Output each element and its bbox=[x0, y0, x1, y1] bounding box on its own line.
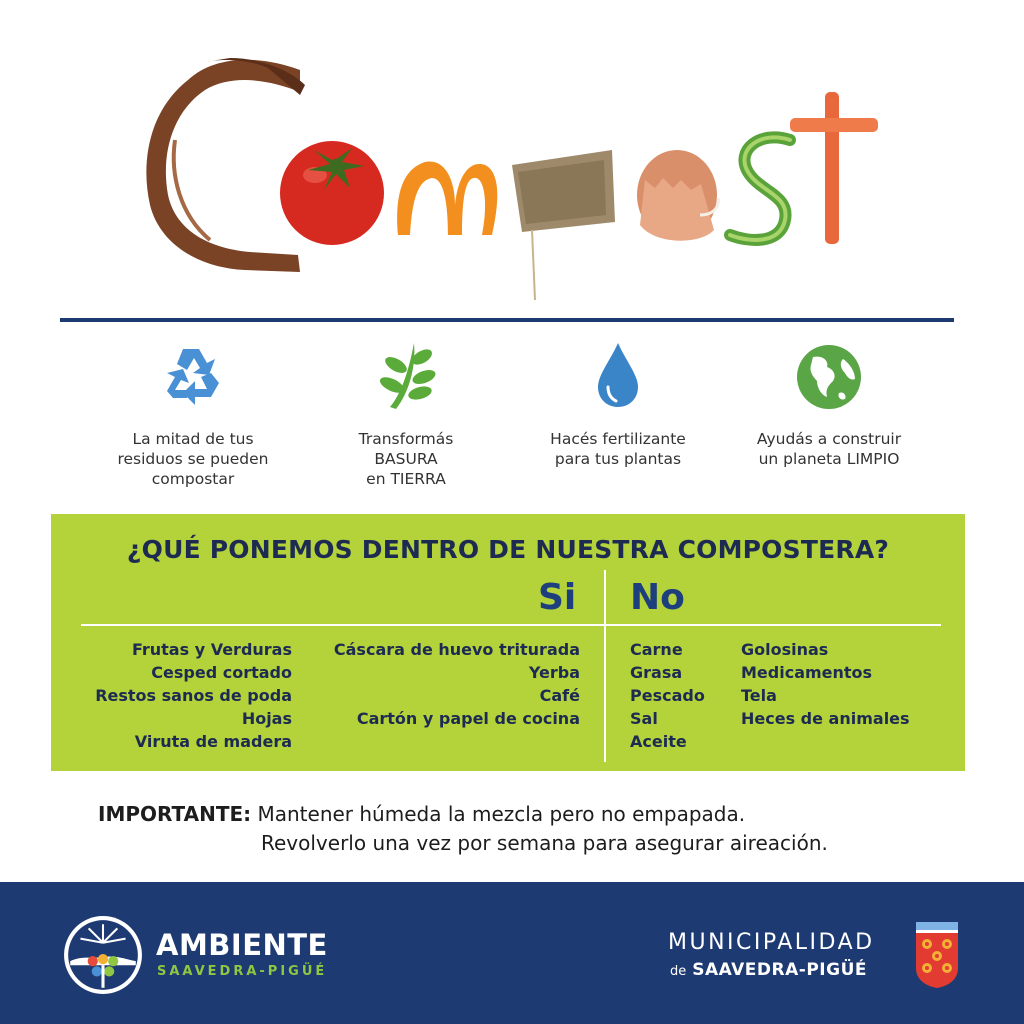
important-line2: Revolverlo una vez por semana para asegurar aireación. bbox=[261, 831, 828, 855]
list-item: Viruta de madera bbox=[134, 732, 292, 751]
list-item: Heces de animales bbox=[741, 709, 910, 728]
list-item: Cáscara de huevo triturada bbox=[333, 640, 580, 659]
list-item: Cartón y papel de cocina bbox=[356, 709, 580, 728]
benefit-item-planet bbox=[719, 335, 939, 469]
important-label: IMPORTANTE: bbox=[98, 802, 252, 826]
list-item: Hojas bbox=[241, 709, 292, 728]
si-list-col2 bbox=[310, 638, 580, 730]
recycle-icon bbox=[153, 335, 233, 415]
municipality-subtitle bbox=[670, 960, 867, 980]
benefit-item-transform bbox=[296, 335, 516, 489]
brand-subtitle: SAAVEDRA-PIGÜÉ bbox=[157, 964, 328, 979]
list-item: Golosinas bbox=[741, 640, 829, 659]
benefit-text: Ayudás a construir un planeta LIMPIO bbox=[756, 430, 902, 468]
municipality-place: SAAVEDRA-PIGÜÉ bbox=[692, 960, 867, 980]
benefit-item-fertilizer bbox=[508, 335, 728, 469]
important-note bbox=[98, 800, 938, 858]
list-item: Medicamentos bbox=[741, 663, 873, 682]
globe-icon bbox=[789, 335, 869, 415]
benefit-item-recycle bbox=[83, 335, 303, 489]
list-item: Cesped cortado bbox=[151, 663, 292, 682]
important-line1: Mantener húmeda la mezcla pero no empapada. bbox=[257, 802, 746, 826]
leaf-sprout-icon bbox=[366, 335, 446, 415]
si-column-header: Si bbox=[538, 577, 577, 618]
tomato-o-icon bbox=[280, 141, 384, 245]
benefit-text: Hacés fertilizante para tus plantas bbox=[550, 430, 686, 468]
carrot-t-icon bbox=[790, 92, 878, 244]
no-list-col1 bbox=[630, 638, 730, 753]
list-item: Grasa bbox=[630, 663, 683, 682]
ambiente-logo-icon bbox=[62, 914, 144, 996]
compost-hero-illustration bbox=[0, 0, 1024, 320]
si-list-col1 bbox=[60, 638, 292, 753]
banana-peel-c-icon bbox=[146, 58, 305, 272]
municipal-coat-of-arms-icon bbox=[912, 920, 962, 990]
list-item: Aceite bbox=[630, 732, 687, 751]
eggshell-o-icon bbox=[637, 150, 718, 241]
list-item: Sal bbox=[630, 709, 658, 728]
list-item: Carne bbox=[630, 640, 683, 659]
benefits-row bbox=[0, 335, 1024, 505]
municipality-title: MUNICIPALIDAD bbox=[668, 930, 875, 955]
panel-divider-horizontal bbox=[81, 624, 941, 626]
list-item: Frutas y Verduras bbox=[131, 640, 292, 659]
benefit-text: La mitad de tus residuos se pueden compostar bbox=[117, 430, 269, 488]
municipality-de: de bbox=[670, 964, 687, 979]
benefit-text: Transformás BASURA en TIERRA bbox=[358, 430, 454, 488]
green-peel-s-icon bbox=[730, 137, 790, 240]
panel-divider-vertical bbox=[604, 570, 606, 762]
panel-title: ¿QUÉ PONEMOS DENTRO DE NUESTRA COMPOSTERA? bbox=[126, 535, 890, 564]
brand-name: AMBIENTE bbox=[156, 928, 328, 962]
list-item: Tela bbox=[741, 686, 777, 705]
tea-bag-p-icon bbox=[512, 150, 615, 300]
no-list-col2 bbox=[741, 638, 941, 730]
orange-peel-m-icon bbox=[397, 162, 497, 235]
no-column-header: No bbox=[630, 577, 685, 618]
list-item: Café bbox=[539, 686, 580, 705]
list-item: Pescado bbox=[630, 686, 705, 705]
divider-line bbox=[60, 318, 954, 322]
water-drop-icon bbox=[578, 335, 658, 415]
list-item: Yerba bbox=[528, 663, 580, 682]
list-item: Restos sanos de poda bbox=[95, 686, 292, 705]
